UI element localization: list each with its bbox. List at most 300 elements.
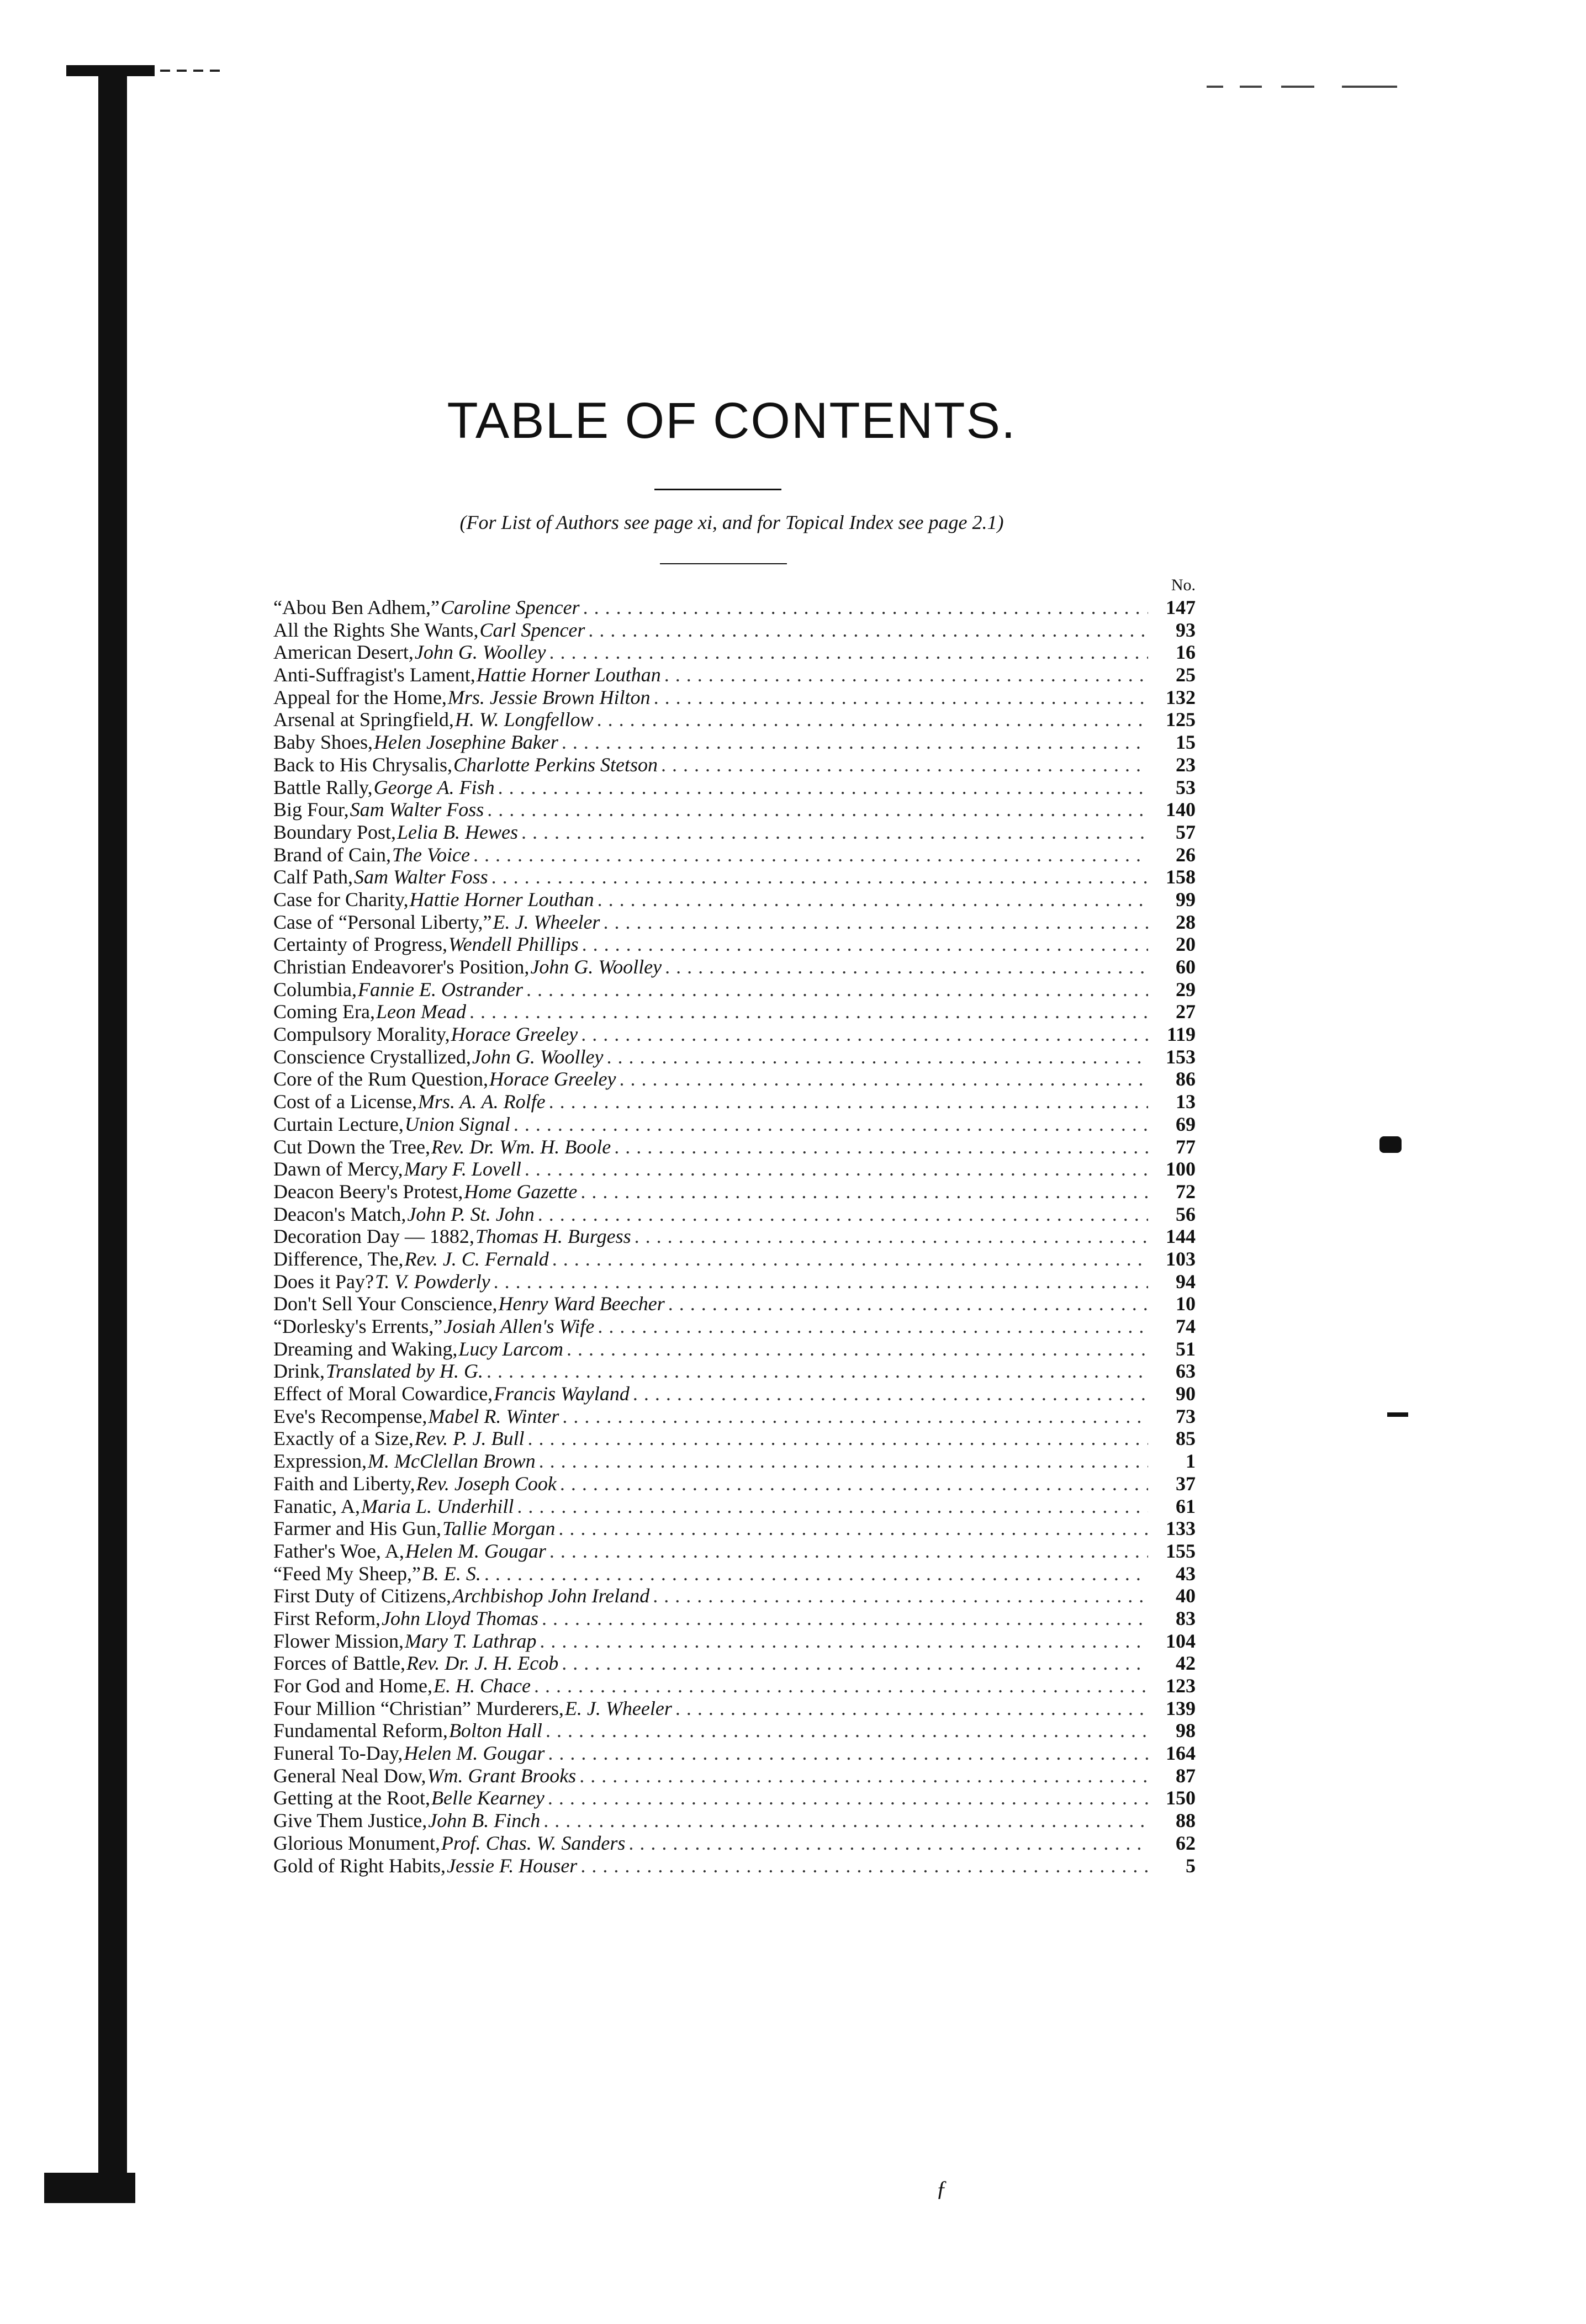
entry-title: Baby Shoes, (273, 731, 373, 754)
toc-entry (273, 731, 1196, 754)
entry-number: 37 (1176, 1472, 1196, 1495)
dot-leader (588, 619, 1148, 642)
entry-number: 73 (1176, 1405, 1196, 1427)
entry-number: 74 (1176, 1315, 1196, 1337)
entry-author: Hattie Horner Louthan (476, 664, 661, 686)
dot-leader (558, 1517, 1148, 1540)
dot-leader (635, 1225, 1148, 1248)
entry-title: Fundamental Reform, (273, 1719, 448, 1742)
dot-leader (598, 888, 1148, 911)
toc-entry (273, 1697, 1196, 1720)
entry-number: 132 (1166, 686, 1196, 708)
dot-leader (583, 596, 1148, 619)
dot-leader (581, 1023, 1148, 1046)
entry-number: 77 (1176, 1135, 1196, 1158)
entry-author: Mabel R. Winter (428, 1405, 559, 1427)
entry-number: 88 (1176, 1809, 1196, 1832)
dot-leader (539, 1450, 1148, 1473)
entry-number: 155 (1166, 1539, 1196, 1562)
toc-entry (273, 866, 1196, 888)
entry-number: 5 (1186, 1854, 1196, 1877)
entry-author: H. W. Longfellow (454, 708, 594, 731)
binding-shadow-dash (160, 70, 226, 72)
entry-title: Cost of a License, (273, 1090, 417, 1113)
entry-author: Home Gazette (464, 1180, 578, 1203)
entry-author: Translated by H. G. (326, 1360, 484, 1383)
entry-author: Horace Greeley (489, 1068, 616, 1090)
entry-author: Horace Greeley (451, 1023, 578, 1046)
entry-title: Fanatic, A, (273, 1495, 360, 1517)
entry-author: The Voice (392, 843, 470, 866)
dot-leader (517, 1495, 1148, 1518)
entry-number: 25 (1176, 664, 1196, 686)
entry-author: E. H. Chace (433, 1675, 531, 1697)
entry-author: Sam Walter Foss (353, 866, 488, 888)
binding-shadow-foot (44, 2173, 135, 2203)
entry-title: First Duty of Citizens, (273, 1585, 451, 1607)
entry-author: Caroline Spencer (440, 596, 580, 618)
entry-number: 94 (1176, 1270, 1196, 1293)
dot-leader (653, 1585, 1148, 1607)
toc-entry (273, 1607, 1196, 1630)
entry-title: Boundary Post, (273, 820, 396, 843)
entry-number: 29 (1176, 978, 1196, 1000)
entry-number: 26 (1176, 843, 1196, 866)
binding-shadow (98, 71, 127, 2194)
entry-author: Helen Josephine Baker (374, 731, 558, 754)
entry-title: Getting at the Root, (273, 1787, 430, 1809)
dot-leader (469, 1000, 1148, 1023)
entry-title: Brand of Cain, (273, 843, 391, 866)
entry-author: Mary T. Lathrap (405, 1629, 537, 1652)
scan-artifact-dash (1281, 86, 1314, 88)
entry-author: Wendell Phillips (448, 933, 579, 956)
dot-leader (540, 1630, 1148, 1653)
dot-leader (567, 1338, 1148, 1360)
entry-title: General Neal Dow, (273, 1764, 426, 1787)
entry-number: 139 (1166, 1697, 1196, 1719)
toc-entry (273, 1473, 1196, 1495)
entry-title: Deacon's Match, (273, 1203, 406, 1225)
dot-leader (562, 1652, 1148, 1675)
entry-number: 119 (1166, 1023, 1196, 1046)
entry-author: Charlotte Perkins Stetson (453, 753, 658, 776)
entry-title: Deacon Beery's Protest, (273, 1180, 463, 1203)
entry-title: Funeral To-Day, (273, 1742, 403, 1765)
toc-entry (273, 1630, 1196, 1653)
toc-entry (273, 619, 1196, 642)
entry-title: Does it Pay? (273, 1270, 374, 1293)
dot-leader (514, 1113, 1148, 1136)
toc-entry (273, 1450, 1196, 1473)
entry-title: “Abou Ben Adhem,” (273, 596, 440, 618)
entry-author: John G. Woolley (472, 1045, 604, 1068)
entry-title: Calf Path, (273, 866, 353, 888)
dot-leader (491, 866, 1148, 888)
entry-number: 40 (1176, 1585, 1196, 1607)
entry-number: 61 (1176, 1495, 1196, 1517)
dot-leader (664, 664, 1148, 686)
dot-leader (603, 911, 1148, 934)
entry-title: Case for Charity, (273, 888, 409, 910)
page-title: TABLE OF CONTENTS. (447, 393, 1017, 449)
dot-leader (665, 956, 1148, 978)
toc-entry (273, 1652, 1196, 1675)
entry-author: Rev. J. C. Fernald (404, 1247, 549, 1270)
dot-leader (628, 1832, 1148, 1855)
entry-author: Belle Kearney (431, 1787, 544, 1809)
entry-number: 147 (1166, 596, 1196, 618)
toc-entry (273, 1293, 1196, 1315)
entry-title: Eve's Recompense, (273, 1405, 427, 1427)
entry-author: Tallie Morgan (442, 1517, 556, 1540)
entry-number: 123 (1166, 1675, 1196, 1697)
scan-artifact-mark (1387, 1412, 1408, 1417)
toc-entry (273, 1248, 1196, 1270)
entry-title: Farmer and His Gun, (273, 1517, 441, 1540)
entry-number: 158 (1166, 866, 1196, 888)
entry-number: 57 (1176, 820, 1196, 843)
toc-entry (273, 686, 1196, 709)
toc-entry (273, 1113, 1196, 1136)
dot-leader (579, 1765, 1148, 1787)
entry-number: 63 (1176, 1360, 1196, 1383)
scan-artifact-dash (1240, 86, 1262, 88)
entry-title: Compulsory Morality, (273, 1023, 450, 1046)
entry-title: Flower Mission, (273, 1629, 404, 1652)
entry-title: Conscience Crystallized, (273, 1045, 471, 1068)
dot-leader (525, 1158, 1148, 1180)
entry-author: Mary F. Lovell (404, 1158, 521, 1180)
entry-number: 51 (1176, 1337, 1196, 1360)
entry-number: 100 (1166, 1158, 1196, 1180)
toc-entry (273, 956, 1196, 978)
entry-author: B. E. S. (421, 1562, 481, 1585)
entry-author: Lucy Larcom (458, 1337, 564, 1360)
dot-leader (668, 1293, 1148, 1315)
toc-entry (273, 1787, 1196, 1809)
entry-number: 87 (1176, 1764, 1196, 1787)
toc-entry (273, 1405, 1196, 1428)
entry-author: Hattie Horner Louthan (409, 888, 594, 910)
dot-leader (607, 1046, 1148, 1068)
entry-author: Union Signal (404, 1113, 510, 1135)
dot-leader (487, 798, 1148, 821)
entry-title: All the Rights She Wants, (273, 618, 479, 641)
toc-entry (273, 1563, 1196, 1585)
title-rule (654, 489, 781, 490)
contents-list (273, 574, 1196, 1877)
entry-author: Mrs. Jessie Brown Hilton (447, 686, 651, 708)
entry-author: Helen M. Gougar (405, 1539, 546, 1562)
toc-entry (273, 1765, 1196, 1787)
dot-leader (552, 1248, 1148, 1270)
entry-author: Wm. Grant Brooks (427, 1764, 577, 1787)
toc-entry (273, 1360, 1196, 1383)
entry-title: Big Four, (273, 798, 349, 821)
entry-author: E. J. Wheeler (564, 1697, 672, 1719)
dot-leader (528, 1427, 1148, 1450)
dot-leader (620, 1068, 1148, 1090)
entry-number: 16 (1176, 641, 1196, 664)
entry-author: John G. Woolley (414, 641, 546, 664)
entry-author: Lelia B. Hewes (397, 820, 518, 843)
dot-leader (560, 1473, 1148, 1495)
dot-leader (562, 731, 1148, 754)
dot-leader (549, 1540, 1148, 1563)
entry-title: Columbia, (273, 978, 357, 1000)
entry-author: Leon Mead (376, 1000, 466, 1023)
entry-number: 103 (1166, 1247, 1196, 1270)
toc-entry (273, 664, 1196, 686)
entry-title: Arsenal at Springfield, (273, 708, 454, 731)
dot-leader (521, 821, 1148, 844)
entry-author: Maria L. Underhill (361, 1495, 514, 1517)
entry-title: First Reform, (273, 1607, 380, 1629)
entry-title: Exactly of a Size, (273, 1427, 414, 1450)
toc-entry (273, 1225, 1196, 1248)
entry-number: 93 (1176, 618, 1196, 641)
toc-entry (273, 1270, 1196, 1293)
dot-leader (473, 844, 1148, 866)
entry-number: 28 (1176, 910, 1196, 933)
toc-entry (273, 1023, 1196, 1046)
toc-entry (273, 1832, 1196, 1855)
entry-author: Francis Wayland (494, 1383, 630, 1405)
dot-leader (546, 1719, 1148, 1742)
toc-entry (273, 1585, 1196, 1607)
dot-leader (597, 708, 1148, 731)
toc-entry (273, 933, 1196, 956)
dot-leader (562, 1405, 1148, 1428)
toc-entry (273, 798, 1196, 821)
entry-title: Decoration Day — 1882, (273, 1225, 474, 1248)
toc-entry (273, 1136, 1196, 1158)
toc-entry (273, 978, 1196, 1001)
toc-entry (273, 1540, 1196, 1563)
entry-title: Don't Sell Your Conscience, (273, 1293, 498, 1315)
number-column-header: No. (1171, 576, 1196, 594)
contents-rows (273, 596, 1196, 1877)
toc-entry (273, 1495, 1196, 1518)
entry-number: 98 (1176, 1719, 1196, 1742)
toc-entry (273, 1203, 1196, 1226)
entry-number: 140 (1166, 798, 1196, 821)
entry-number: 69 (1176, 1113, 1196, 1135)
entry-title: Cut Down the Tree, (273, 1135, 431, 1158)
toc-entry (273, 1809, 1196, 1832)
toc-entry (273, 1090, 1196, 1113)
dot-leader (614, 1136, 1148, 1158)
dot-leader (633, 1383, 1148, 1405)
toc-entry (273, 821, 1196, 844)
entry-number: 15 (1176, 731, 1196, 754)
dot-leader (580, 1855, 1148, 1877)
entry-number: 150 (1166, 1787, 1196, 1809)
entry-title: American Desert, (273, 641, 414, 664)
toc-entry (273, 1383, 1196, 1405)
entry-number: 1 (1186, 1450, 1196, 1473)
entry-title: Case of “Personal Liberty,” (273, 910, 492, 933)
toc-entry (273, 1068, 1196, 1090)
entry-title: Coming Era, (273, 1000, 375, 1023)
toc-entry (273, 776, 1196, 799)
entry-author: Rev. Dr. J. H. Ecob (406, 1652, 559, 1675)
scan-artifact-mark (1379, 1136, 1402, 1153)
subtitle-rule (660, 563, 787, 564)
entry-title: Curtain Lecture, (273, 1113, 404, 1135)
entry-title: Core of the Rum Question, (273, 1068, 488, 1090)
entry-author: Archbishop John Ireland (452, 1585, 650, 1607)
dot-leader (538, 1203, 1148, 1226)
dot-leader (487, 1360, 1148, 1383)
entry-author: M. McClellan Brown (367, 1450, 536, 1473)
toc-entry (273, 1855, 1196, 1877)
entry-author: John Lloyd Thomas (382, 1607, 539, 1629)
entry-number: 153 (1166, 1045, 1196, 1068)
entry-number: 62 (1176, 1831, 1196, 1854)
entry-title: For God and Home, (273, 1675, 432, 1697)
entry-number: 10 (1176, 1293, 1196, 1315)
entry-author: Bolton Hall (448, 1719, 542, 1742)
entry-number: 104 (1166, 1629, 1196, 1652)
entry-number: 23 (1176, 753, 1196, 776)
dot-leader (549, 1090, 1148, 1113)
entry-title: Four Million “Christian” Murderers, (273, 1697, 564, 1719)
toc-entry (273, 1742, 1196, 1765)
scan-artifact-dash (1342, 86, 1397, 88)
dot-leader (534, 1675, 1148, 1697)
entry-author: Rev. Joseph Cook (416, 1472, 557, 1495)
entry-title: Appeal for the Home, (273, 686, 447, 708)
entry-title: Faith and Liberty, (273, 1472, 415, 1495)
entry-number: 53 (1176, 776, 1196, 798)
entry-title: Expression, (273, 1450, 367, 1473)
dot-leader (484, 1563, 1148, 1585)
entry-title: Dawn of Mercy, (273, 1158, 403, 1180)
entry-title: Forces of Battle, (273, 1652, 405, 1675)
entry-author: Rev. Dr. Wm. H. Boole (431, 1135, 611, 1158)
scan-artifact-dash (1207, 86, 1223, 88)
entry-number: 85 (1176, 1427, 1196, 1450)
toc-entry (273, 888, 1196, 911)
toc-entry (273, 1675, 1196, 1697)
entry-title: Gold of Right Habits, (273, 1854, 446, 1877)
dot-leader (582, 933, 1148, 956)
entry-title: Dreaming and Waking, (273, 1337, 458, 1360)
entry-author: George A. Fish (373, 776, 495, 798)
entry-number: 56 (1176, 1203, 1196, 1225)
entry-author: John G. Woolley (530, 956, 662, 978)
entry-number: 86 (1176, 1068, 1196, 1090)
entry-title: Back to His Chrysalis, (273, 753, 452, 776)
entry-number: 60 (1176, 956, 1196, 978)
dot-leader (494, 1270, 1148, 1293)
dot-leader (661, 754, 1148, 776)
toc-entry (273, 641, 1196, 664)
dot-leader (526, 978, 1148, 1001)
dot-leader (598, 1315, 1148, 1338)
entry-author: E. J. Wheeler (493, 910, 600, 933)
dot-leader (654, 686, 1148, 709)
entry-title: Difference, The, (273, 1247, 404, 1270)
entry-title: Father's Woe, A, (273, 1539, 404, 1562)
toc-entry (273, 1180, 1196, 1203)
entry-title: Christian Endeavorer's Position, (273, 956, 530, 978)
entry-number: 13 (1176, 1090, 1196, 1113)
entry-number: 90 (1176, 1383, 1196, 1405)
entry-number: 125 (1166, 708, 1196, 731)
toc-entry (273, 844, 1196, 866)
toc-entry (273, 1158, 1196, 1180)
entry-number: 72 (1176, 1180, 1196, 1203)
dot-leader (548, 1742, 1148, 1765)
entry-author: Sam Walter Foss (350, 798, 484, 821)
entry-author: Jessie F. Houser (447, 1854, 578, 1877)
entry-number: 164 (1166, 1742, 1196, 1765)
entry-number: 42 (1176, 1652, 1196, 1675)
entry-author: Prof. Chas. W. Sanders (441, 1831, 626, 1854)
entry-title: Drink, (273, 1360, 325, 1383)
toc-entry (273, 1719, 1196, 1742)
entry-author: John B. Finch (428, 1809, 541, 1832)
entry-title: “Dorlesky's Errents,” (273, 1315, 443, 1337)
entry-title: Give Them Justice, (273, 1809, 427, 1832)
toc-entry (273, 1046, 1196, 1068)
entry-author: Rev. P. J. Bull (414, 1427, 525, 1450)
entry-number: 144 (1166, 1225, 1196, 1248)
toc-entry (273, 596, 1196, 619)
entry-number: 43 (1176, 1562, 1196, 1585)
toc-entry (273, 1000, 1196, 1023)
dot-leader (542, 1607, 1148, 1630)
entry-title: Anti-Suffragist's Lament, (273, 664, 475, 686)
dot-leader (580, 1180, 1148, 1203)
toc-entry (273, 1427, 1196, 1450)
toc-entry (273, 1517, 1196, 1540)
toc-entry (273, 1315, 1196, 1338)
page-subtitle: (For List of Authors see page xi, and for Topical Index see page 2.1) (459, 511, 1004, 533)
entry-title: Effect of Moral Cowardice, (273, 1383, 493, 1405)
entry-author: Henry Ward Beecher (498, 1293, 665, 1315)
dot-leader (548, 1787, 1148, 1809)
entry-author: Helen M. Gougar (404, 1742, 545, 1765)
entry-author: T. V. Powderly (374, 1270, 490, 1293)
entry-author: Josiah Allen's Wife (443, 1315, 595, 1337)
entry-number: 133 (1166, 1517, 1196, 1540)
entry-title: Battle Rally, (273, 776, 373, 798)
entry-number: 20 (1176, 933, 1196, 956)
toc-entry (273, 1338, 1196, 1360)
entry-author: Fannie E. Ostrander (358, 978, 523, 1000)
entry-number: 27 (1176, 1000, 1196, 1023)
entry-title: Certainty of Progress, (273, 933, 447, 956)
entry-author: John P. St. John (407, 1203, 535, 1225)
entry-title: Glorious Monument, (273, 1831, 440, 1854)
entry-author: Mrs. A. A. Rolfe (417, 1090, 546, 1113)
footer-mark: ƒ (936, 2176, 947, 2201)
entry-title: “Feed My Sheep,” (273, 1562, 421, 1585)
entry-author: Thomas H. Burgess (475, 1225, 631, 1248)
dot-leader (675, 1697, 1148, 1720)
toc-entry (273, 708, 1196, 731)
entry-author: Carl Spencer (479, 618, 585, 641)
entry-number: 99 (1176, 888, 1196, 910)
toc-entry (273, 754, 1196, 776)
entry-number: 83 (1176, 1607, 1196, 1629)
dot-leader (543, 1809, 1148, 1832)
dot-leader (498, 776, 1148, 799)
